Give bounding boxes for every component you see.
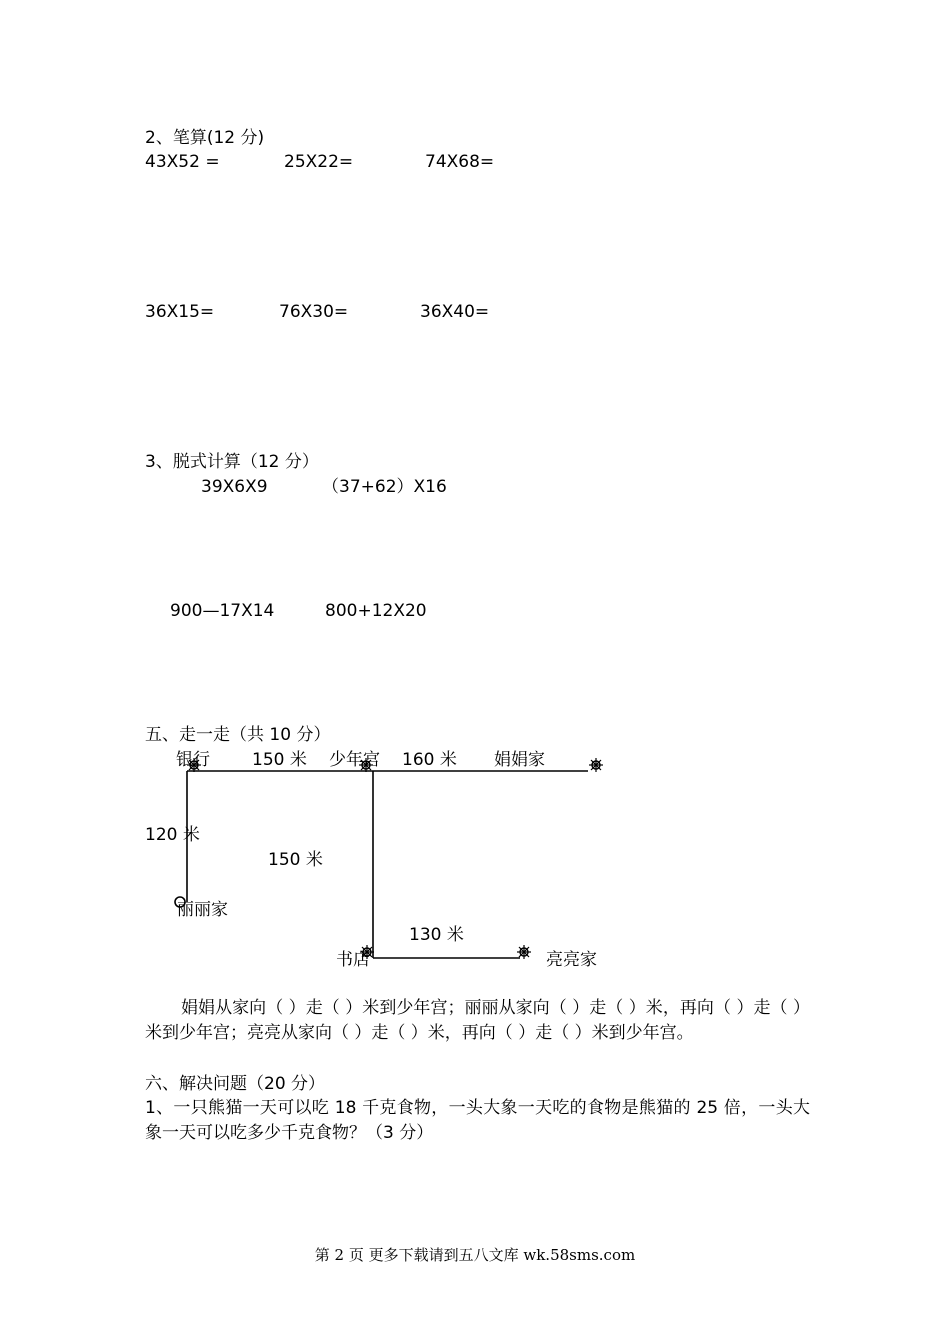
problem-39x6x9: 39X6X9 — [201, 477, 268, 497]
problem-800-12x20: 800+12X20 — [325, 601, 427, 621]
problem-25x22: 25X22= — [284, 152, 354, 172]
label-juanjuan-home: 娟娟家 — [494, 750, 545, 770]
label-lili-home: 丽丽家 — [177, 900, 228, 920]
problem-43x52: 43X52 = — [145, 152, 220, 172]
label-bank: 银行 — [176, 750, 210, 770]
problem-36x15: 36X15= — [145, 302, 215, 322]
label-dist-palace-juanjuan: 160 米 — [402, 750, 457, 770]
label-palace: 少年宫 — [329, 750, 380, 770]
label-dist-bookstore-liangliang: 130 米 — [409, 925, 464, 945]
section-3-title: 3、脱式计算（12 分） — [145, 452, 319, 472]
section-5-title: 五、走一走（共 10 分） — [145, 725, 331, 745]
problem-36x40: 36X40= — [420, 302, 490, 322]
marker-liangliang-icon — [517, 945, 531, 959]
page-footer: 第 2 页 更多下载请到五八文库 wk.58sms.com — [314, 1246, 636, 1264]
problem-74x68: 74X68= — [425, 152, 495, 172]
label-dist-bank-lili: 120 米 — [145, 825, 200, 845]
label-dist-bank-palace: 150 米 — [252, 750, 307, 770]
section-5-question: 娟娟从家向（ ）走（ ）米到少年宫；丽丽从家向（ ）走（ ）米，再向（ ）走（ ）米到少年宫；亮亮从家向（ ）走（ ）米，再向（ ）走（ ）米到少年宫。 — [145, 998, 810, 1043]
label-bookstore: 书店 — [336, 950, 370, 970]
problem-900-17x14: 900—17X14 — [170, 601, 275, 621]
section-2-title: 2、笔算(12 分) — [145, 128, 265, 148]
problem-76x30: 76X30= — [279, 302, 349, 322]
marker-juanjuan-icon — [589, 758, 603, 772]
label-dist-palace-bookstore: 150 米 — [268, 850, 323, 870]
problem-37-62-x16: （37+62）X16 — [322, 477, 447, 497]
section-6-question-1: 1、一只熊猫一天可以吃 18 千克食物，一头大象一天吃的食物是熊猫的 25 倍，一头大象一天可以吃多少千克食物？（3 分） — [145, 1098, 810, 1143]
label-liangliang-home: 亮亮家 — [546, 950, 597, 970]
section-6-title: 六、解决问题（20 分） — [145, 1074, 326, 1094]
